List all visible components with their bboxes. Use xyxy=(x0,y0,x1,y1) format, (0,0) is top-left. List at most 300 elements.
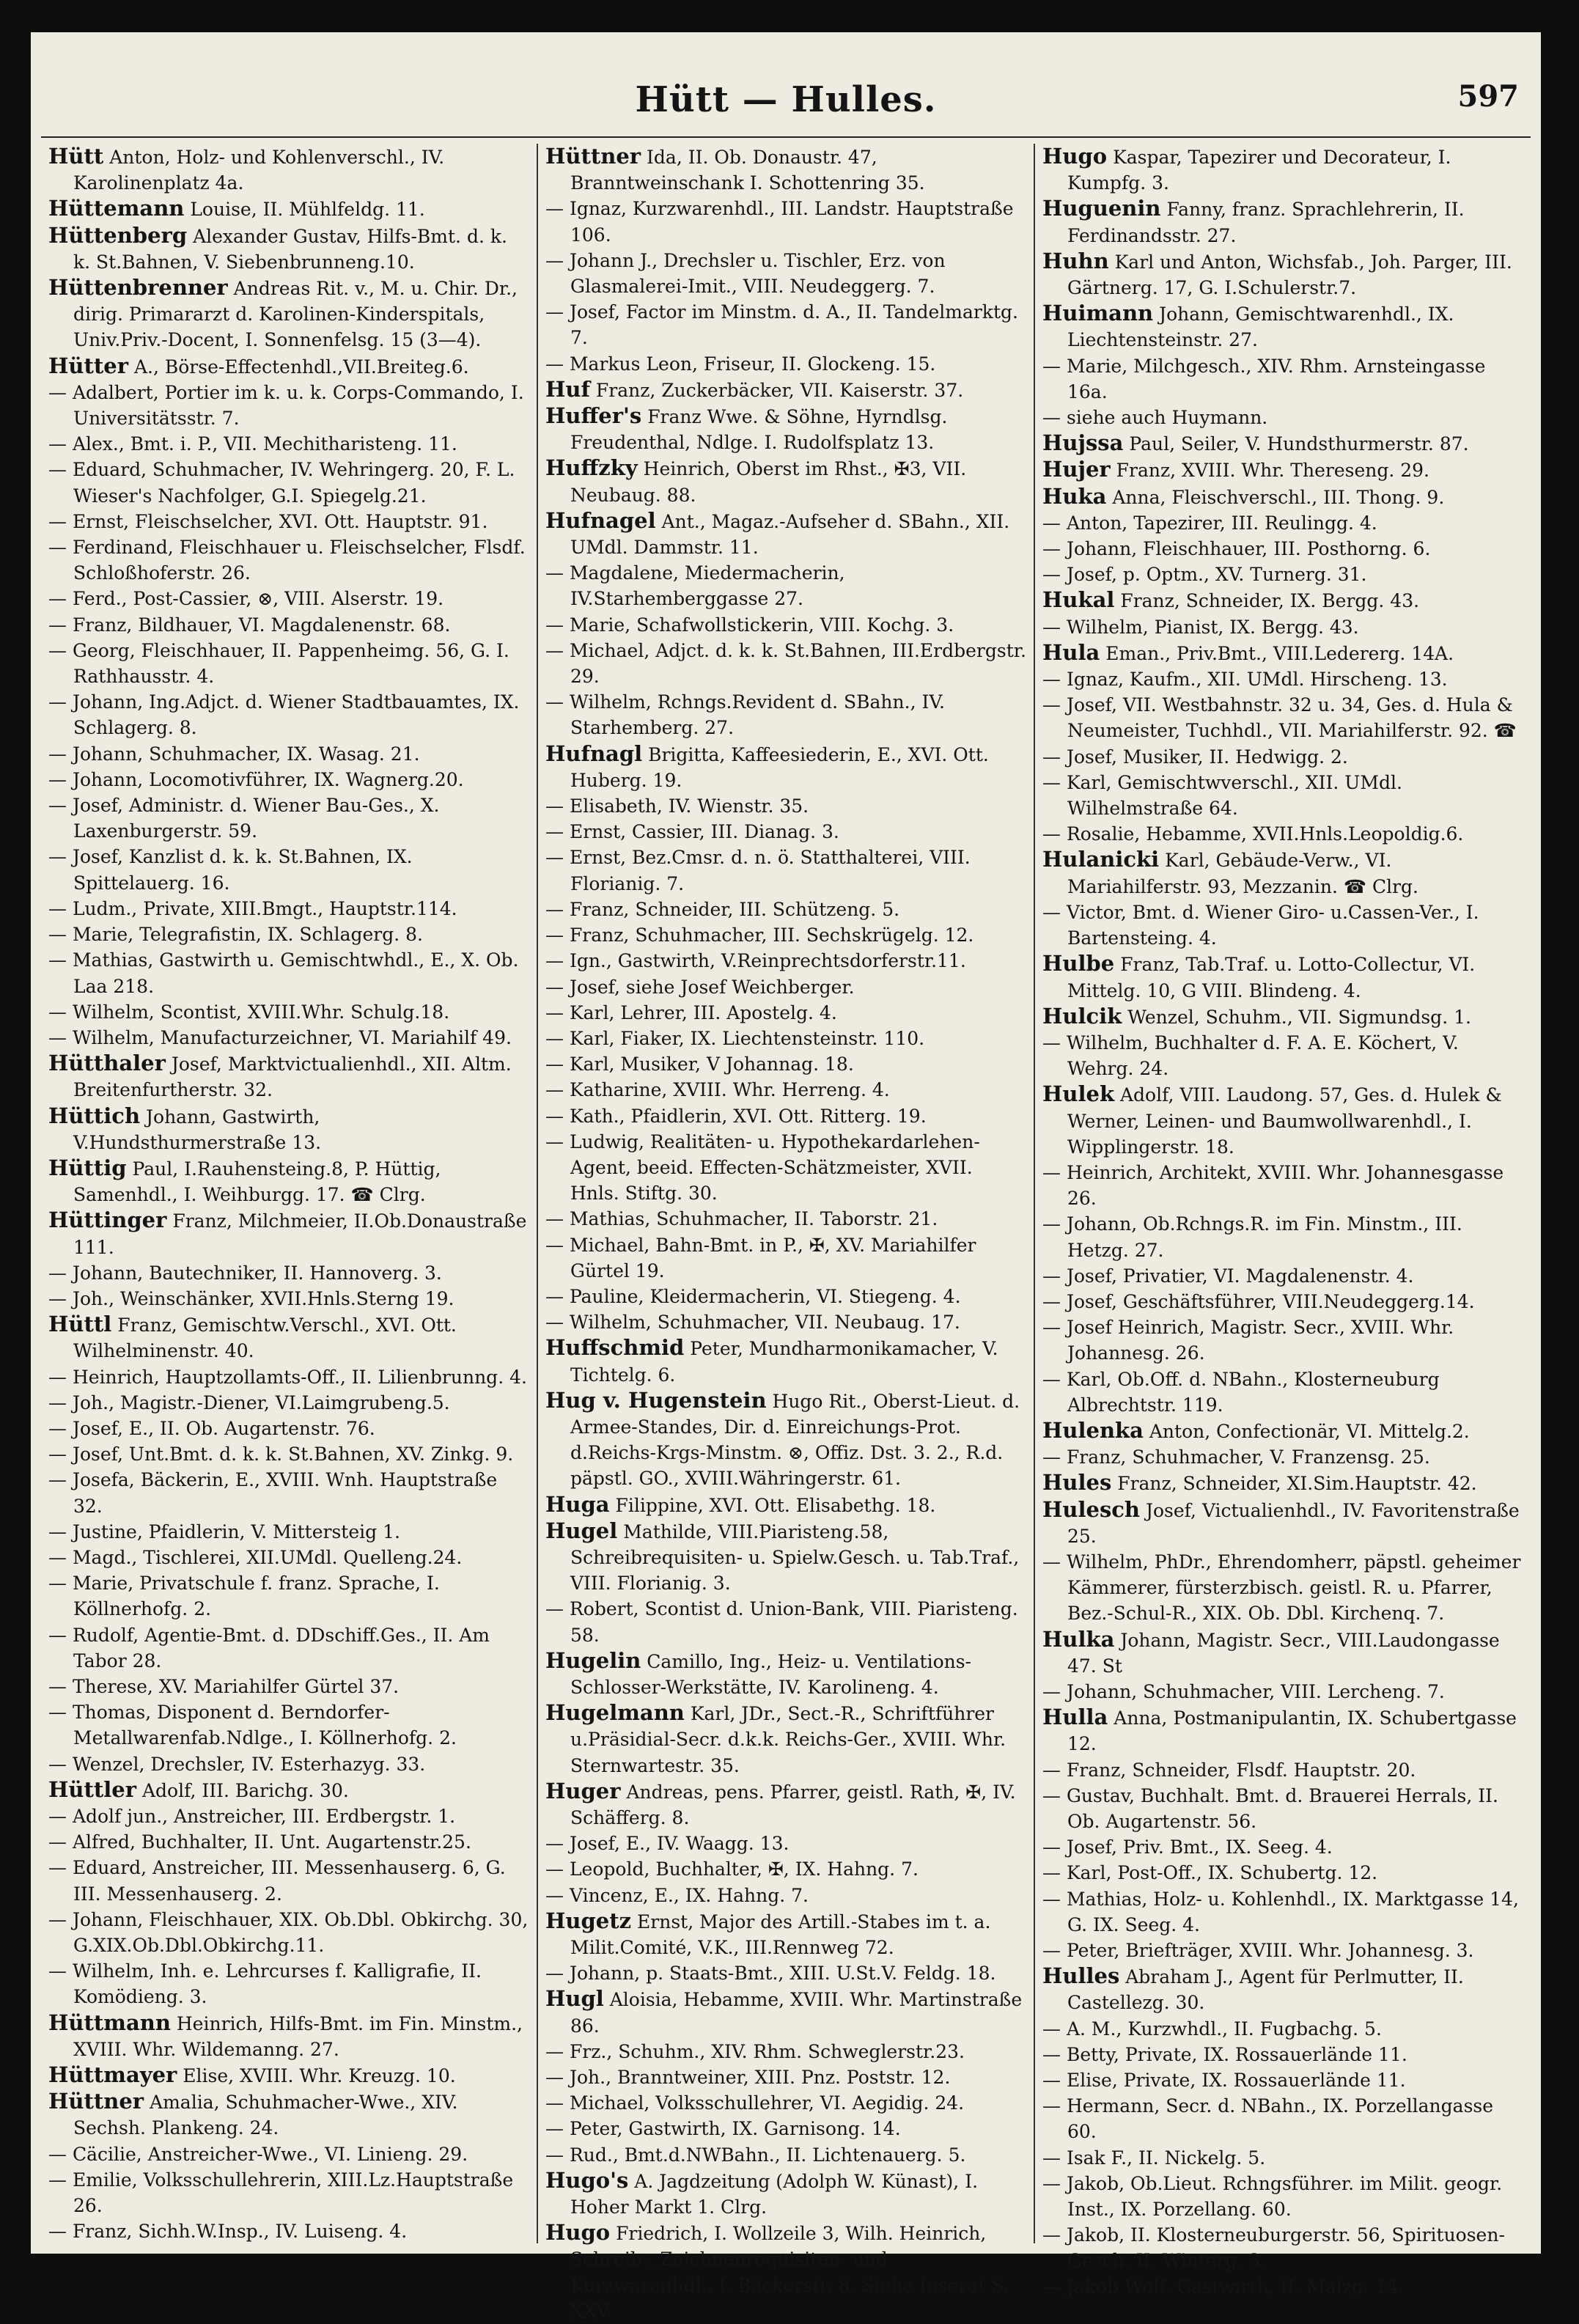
directory-entry xyxy=(545,1335,1026,1387)
entry-details: Johann, Bautechniker, II. Hannoverg. 3. xyxy=(72,1262,442,1284)
entry-dash: — xyxy=(48,1001,73,1023)
entry-details: Amalia, Schuhmacher-Wwe., XIV. Sechsh. Plankeng. 24. xyxy=(73,2092,458,2139)
entry-details: siehe auch Huymann. xyxy=(1066,407,1268,429)
entry-details: Josef, Factor im Minstm. d. A., II. Tandelmarktg. 7. xyxy=(569,301,1018,349)
entry-dash: — xyxy=(545,301,570,323)
entry-details: Alex., Bmt. i. P., VII. Mechitharisteng. 11. xyxy=(72,433,457,455)
entry-dash: — xyxy=(48,639,73,661)
entry-dash: — xyxy=(545,847,570,869)
entry-surname: Hütt xyxy=(48,144,104,169)
directory-entry xyxy=(1042,457,1523,483)
entry-dash: — xyxy=(545,1130,570,1152)
entry-details: Franz, Sichh.W.Insp., IV. Luiseng. 4. xyxy=(72,2221,408,2243)
directory-entry xyxy=(1042,484,1523,510)
entry-details: Jakob Wolf, Gastwirth, II. Malzg. 14. xyxy=(1066,2276,1405,2298)
entry-dash: — xyxy=(545,1884,570,1906)
directory-entry xyxy=(1042,1549,1523,1627)
entry-dash: — xyxy=(1042,1290,1067,1312)
entry-dash: — xyxy=(1042,1265,1067,1287)
entry-details: Gustav, Buchhalt. Bmt. d. Brauerei Herrals, II. Ob. Augartenstr. 56. xyxy=(1066,1784,1498,1832)
entry-surname: Hug v. Hugenstein xyxy=(545,1387,767,1413)
entry-details: Paul, Seiler, V. Hundsthurmerstr. 87. xyxy=(1129,433,1469,455)
entry-details: Magdalene, Miedermacherin, IV.Starhemberggasse 27. xyxy=(569,562,845,610)
entry-dash: — xyxy=(1042,1940,1067,1962)
directory-entry xyxy=(545,2168,1026,2220)
entry-details: Josef, Musiker, II. Hedwigg. 2. xyxy=(1066,746,1348,768)
entry-dash: — xyxy=(1042,616,1067,638)
entry-dash: — xyxy=(1042,1888,1067,1910)
entry-surname: Hütthaler xyxy=(48,1051,166,1076)
directory-entry xyxy=(545,299,1026,350)
directory-entry xyxy=(1042,430,1523,457)
entry-dash: — xyxy=(48,1391,73,1413)
entry-details: Josef, siehe Josef Weichberger. xyxy=(569,976,855,998)
entry-dash: — xyxy=(545,1285,570,1307)
directory-entry xyxy=(48,2141,529,2167)
entry-details: Josef, VII. Westbahnstr. 32 u. 34, Ges. d. Hula & Neumeister, Tuchhdl., VII. Mariahilferstr. 92. ☎ xyxy=(1066,694,1517,742)
entry-surname: Hugelmann xyxy=(545,1700,685,1726)
entry-surname: Hüttmayer xyxy=(48,2062,177,2088)
directory-entry xyxy=(1042,562,1523,587)
entry-dash: — xyxy=(1042,1680,1067,1702)
directory-entry xyxy=(545,2039,1026,2064)
directory-entry xyxy=(48,1416,529,1441)
entry-details: Ign., Gastwirth, V.Reinprechtsdorferstr.11. xyxy=(569,950,966,972)
directory-entry xyxy=(48,844,529,895)
directory-entry xyxy=(545,1596,1026,1647)
entry-details: Johann, Ing.Adjct. d. Wiener Stadtbauamtes, IX. Schlagerg. 8. xyxy=(72,691,520,739)
entry-details: Thomas, Disponent d. Berndorfer-Metallwarenfab.Ndlge., I. Köllnerhofg. 2. xyxy=(72,1702,457,1749)
entry-details: Adolf jun., Anstreicher, III. Erdbergstr. 1. xyxy=(72,1806,456,1827)
directory-entry xyxy=(48,1699,529,1751)
entry-details: Karl, Post-Off., IX. Schubertg. 12. xyxy=(1066,1862,1378,1884)
entry-dash: — xyxy=(1042,538,1067,560)
entry-details: Joh., Weinschänker, XVII.Hnls.Sterng 19. xyxy=(72,1287,454,1309)
directory-entry xyxy=(545,1103,1026,1129)
entry-dash: — xyxy=(1042,2095,1067,2117)
entry-details: Peter, Briefträger, XVIII. Whr. Johannesg. 3. xyxy=(1066,1940,1474,1962)
entry-surname: Huimann xyxy=(1042,301,1154,326)
page-number: 597 xyxy=(1457,79,1519,114)
entry-dash: — xyxy=(1042,2172,1067,2194)
entry-details: Heinrich, Hauptzollamts-Off., II. Lilienbrunng. 4. xyxy=(72,1366,527,1388)
entry-details: Rosalie, Hebamme, XVII.Hnls.Leopoldig.6. xyxy=(1066,823,1464,845)
entry-dash: — xyxy=(48,768,73,790)
entry-details: Heinrich, Oberst im Rhst., ✠3, VII. Neubaug. 88. xyxy=(570,458,967,506)
directory-entry xyxy=(1042,1160,1523,1211)
directory-entry xyxy=(1042,353,1523,405)
directory-entry xyxy=(48,1907,529,1958)
entry-dash: — xyxy=(48,1469,73,1491)
entry-dash: — xyxy=(1042,407,1067,429)
directory-entry xyxy=(545,1026,1026,1051)
entry-dash: — xyxy=(48,1702,73,1724)
entry-dash: — xyxy=(48,588,73,610)
directory-entry xyxy=(1042,1081,1523,1160)
directory-entry xyxy=(545,1000,1026,1026)
directory-entry xyxy=(48,431,529,457)
entry-dash: — xyxy=(48,924,73,946)
entry-details: Josef, E., II. Ob. Augartenstr. 76. xyxy=(72,1417,375,1439)
entry-details: Victor, Bmt. d. Wiener Giro- u.Cassen-Ver., I. Bartensteing. 4. xyxy=(1066,901,1479,949)
entry-details: Franz, Schneider, IX. Bergg. 43. xyxy=(1120,590,1420,612)
directory-entry xyxy=(545,248,1026,299)
directory-entry xyxy=(1042,770,1523,821)
entry-details: Kaspar, Tapezirer und Decorateur, I. Kumpfg. 3. xyxy=(1067,147,1451,194)
entry-details: Johann, Schuhmacher, IX. Wasag. 21. xyxy=(72,743,420,765)
entry-details: Franz, Schneider, III. Schützeng. 5. xyxy=(569,898,900,920)
entry-details: Ferd., Post-Cassier, ⊗, VIII. Alserstr. 19. xyxy=(72,588,444,610)
entry-dash: — xyxy=(1042,355,1067,377)
entry-dash: — xyxy=(48,510,73,532)
entry-details: Johann, Ob.Rchngs.R. im Fin. Minstm., III. Hetzg. 27. xyxy=(1066,1213,1462,1261)
entry-details: Therese, XV. Mariahilfer Gürtel 37. xyxy=(72,1675,400,1697)
entry-details: Eman., Priv.Bmt., VIII.Ledererg. 14A. xyxy=(1105,642,1454,664)
entry-details: Franz, XVIII. Whr. Thereseng. 29. xyxy=(1116,460,1430,482)
entry-dash: — xyxy=(545,924,570,946)
entry-details: Franz, Schuhmacher, V. Franzensg. 25. xyxy=(1066,1446,1430,1468)
entry-dash: — xyxy=(48,459,73,481)
entry-details: Michael, Bahn-Bmt. in P., ✠, XV. Mariahilfer Gürtel 19. xyxy=(569,1234,976,1281)
directory-entry xyxy=(48,1025,529,1051)
directory-entry xyxy=(545,1051,1026,1077)
entry-details: Vincenz, E., IX. Hahng. 7. xyxy=(569,1884,809,1906)
directory-entry xyxy=(1042,1263,1523,1289)
entry-dash: — xyxy=(48,1417,73,1439)
entry-dash: — xyxy=(545,795,570,817)
entry-details: Friedrich, I. Wollzeile 3, Wilh. Heinrich, Schreib-, Zeichnenrequisiten- und Kurzwarenhdl., I. Bäckerstr. 8. Siehe Inserat S. XXV. xyxy=(570,2223,1009,2322)
directory-entry xyxy=(48,2167,529,2218)
entry-details: Wenzel, Drechsler, IV. Esterhazyg. 33. xyxy=(72,1753,426,1775)
directory-entry xyxy=(545,819,1026,845)
entry-details: Franz, Schneider, XI.Sim.Hauptstr. 42. xyxy=(1117,1473,1477,1495)
entry-dash: — xyxy=(1042,2043,1067,2065)
entry-details: Wilhelm, Manufacturzeichner, VI. Mariahilf 49. xyxy=(72,1026,512,1048)
entry-dash: — xyxy=(545,1053,570,1075)
entry-surname: Hulka xyxy=(1042,1626,1115,1652)
entry-dash: — xyxy=(545,1598,570,1620)
directory-entry xyxy=(48,612,529,638)
directory-entry xyxy=(48,767,529,793)
entry-details: Heinrich, Hilfs-Bmt. im Fin. Minstm., XVIII. Whr. Wildemanng. 27. xyxy=(73,2012,523,2060)
entry-details: Marie, Telegrafistin, IX. Schlagerg. 8. xyxy=(72,924,424,946)
directory-entry xyxy=(1042,1938,1523,1963)
entry-dash: — xyxy=(545,1833,570,1855)
entry-details: Karl, Musiker, V Johannag. 18. xyxy=(569,1053,854,1075)
entry-dash: — xyxy=(1042,2276,1067,2298)
entry-details: Wilhelm, PhDr., Ehrendomherr, päpstl. geheimer Kämmerer, fürsterzbisch. geistl. R. u. Pfarrer, Bez.-Schul-R., XIX. Ob. Dbl. Kirchenq. 7. xyxy=(1066,1551,1521,1625)
directory-entry xyxy=(545,1206,1026,1232)
directory-entry xyxy=(48,1103,529,1155)
directory-entry xyxy=(48,2010,529,2062)
entry-surname: Hüttig xyxy=(48,1155,127,1180)
entry-details: Filippine, XVI. Ott. Elisabethg. 18. xyxy=(615,1494,936,1516)
entry-dash: — xyxy=(1042,564,1067,586)
directory-entry xyxy=(545,1908,1026,1960)
directory-entry xyxy=(48,947,529,999)
entry-details: Josef, Marktvictualienhdl., XII. Altm. Breitenfurtherstr. 32. xyxy=(73,1053,512,1101)
entry-details: Peter, Mundharmonikamacher, V. Tichtelg. 6. xyxy=(570,1338,998,1386)
entry-details: Wilhelm, Inh. e. Lehrcurses f. Kalligrafie, II. Komödieng. 3. xyxy=(72,1960,482,2008)
entry-surname: Hüttich xyxy=(48,1103,141,1128)
directory-entry xyxy=(545,455,1026,507)
directory-entry xyxy=(545,1883,1026,1908)
entry-details: Hugo Rit., Oberst-Lieut. d. Armee-Standes, Dir. d. Einreichungs-Prot. d.Reichs-Krgs-Minstm. ⊗, Offiz. Dst. 3. 2., R.d. päpstl. GO., XVIII.Währingerstr. 61. xyxy=(570,1390,1020,1490)
directory-entry xyxy=(1042,1367,1523,1418)
entry-dash: — xyxy=(48,381,73,403)
entry-details: Adalbert, Portier im k. u. k. Corps-Commando, I. Universitätsstr. 7. xyxy=(72,381,524,430)
entry-details: Ida, II. Ob. Donaustr. 47, Branntweinschank I. Schottenring 35. xyxy=(570,147,925,194)
entry-details: A., Börse-Effectenhdl.,VII.Breiteg.6. xyxy=(133,356,469,378)
directory-entry xyxy=(1042,821,1523,847)
entry-dash: — xyxy=(1042,694,1067,716)
entry-details: Isak F., II. Nickelg. 5. xyxy=(1066,2147,1266,2169)
entry-details: Ernst, Bez.Cmsr. d. n. ö. Statthalterei, VIII. Florianig. 7. xyxy=(569,847,971,894)
entry-details: Johann, p. Staats-Bmt., XIII. U.St.V. Feldg. 18. xyxy=(569,1963,996,1985)
entry-surname: Hüttenbrenner xyxy=(48,275,228,301)
entry-dash: — xyxy=(1042,1551,1067,1573)
directory-entry xyxy=(48,457,529,508)
directory-entry xyxy=(1042,2222,1523,2273)
directory-entry xyxy=(1042,196,1523,248)
entry-dash: — xyxy=(545,821,570,843)
entry-details: Markus Leon, Friseur, II. Glockeng. 15. xyxy=(569,353,936,375)
entry-details: Katharine, XVIII. Whr. Herreng. 4. xyxy=(569,1079,890,1101)
directory-entry xyxy=(545,1232,1026,1284)
directory-entry xyxy=(48,380,529,431)
entry-details: Josef, E., IV. Waagg. 13. xyxy=(569,1833,790,1855)
directory-entry xyxy=(48,223,529,275)
directory-entry xyxy=(1042,1470,1523,1496)
entry-details: Adolf, VIII. Laudong. 57, Ges. d. Hulek & Werner, Leinen- und Baumwollwarenhdl., I. Wipplingerstr. 18. xyxy=(1067,1084,1502,1158)
entry-details: Cäcilie, Anstreicher-Wwe., VI. Linieng. 29. xyxy=(72,2143,468,2165)
directory-entry xyxy=(1042,666,1523,692)
entry-surname: Hulenka xyxy=(1042,1417,1144,1443)
entry-details: Betty, Private, IX. Rossauerlände 11. xyxy=(1066,2043,1407,2065)
entry-surname: Huffer's xyxy=(545,403,642,429)
entry-details: Joh., Branntweiner, XIII. Pnz. Poststr. 12. xyxy=(569,2067,951,2089)
directory-entry xyxy=(48,1674,529,1699)
entry-dash: — xyxy=(1042,2224,1067,2246)
directory-entry xyxy=(545,1700,1026,1779)
directory-entry xyxy=(1042,1834,1523,1860)
directory-entry xyxy=(1042,744,1523,770)
directory-entry xyxy=(48,353,529,380)
directory-entry xyxy=(48,2062,529,2089)
entry-surname: Hüttler xyxy=(48,1776,137,1802)
directory-entry xyxy=(1042,2093,1523,2144)
entry-dash: — xyxy=(48,1753,73,1775)
entry-details: Ferdinand, Fleischhauer u. Fleischselcher, Flsdf. Schloßhoferstr. 26. xyxy=(72,537,526,584)
entry-dash: — xyxy=(1042,1213,1067,1235)
directory-entry xyxy=(1042,2274,1523,2300)
entry-details: Josef, Privatier, VI. Magdalenenstr. 4. xyxy=(1066,1265,1414,1287)
entry-details: Eduard, Anstreicher, III. Messenhauserg. 6, G. III. Messenhauserg. 2. xyxy=(72,1857,506,1905)
entry-dash: — xyxy=(545,1312,570,1334)
entry-dash: — xyxy=(1042,1862,1067,1884)
entry-dash: — xyxy=(545,691,570,713)
directory-entry xyxy=(545,2064,1026,2090)
entry-surname: Hugelin xyxy=(545,1647,641,1673)
header-rule xyxy=(41,136,1531,138)
directory-entry xyxy=(1042,2171,1523,2222)
directory-entry xyxy=(48,1312,529,1364)
entry-surname: Hulanicki xyxy=(1042,847,1160,872)
directory-entry xyxy=(48,1570,529,1622)
directory-entry xyxy=(48,1803,529,1829)
directory-entry xyxy=(545,144,1026,196)
directory-entry xyxy=(545,377,1026,403)
directory-entry xyxy=(545,1309,1026,1335)
entry-details: Franz, Schuhmacher, III. Sechskrügelg. 12. xyxy=(569,924,974,946)
directory-entry xyxy=(1042,640,1523,666)
directory-entry xyxy=(48,2089,529,2141)
entry-details: Andreas, pens. Pfarrer, geistl. Rath, ✠, IV. Schäfferg. 8. xyxy=(570,1781,1016,1828)
entry-surname: Huhn xyxy=(1042,248,1109,273)
entry-details: Josef, Priv. Bmt., IX. Seeg. 4. xyxy=(1066,1836,1333,1858)
entry-dash: — xyxy=(1042,2018,1067,2040)
directory-entry xyxy=(1042,692,1523,743)
directory-entry xyxy=(545,196,1026,247)
entry-dash: — xyxy=(48,1287,73,1309)
entry-details: Ant., Magaz.-Aufseher d. SBahn., XII. UMdl. Dammstr. 11. xyxy=(570,510,1010,559)
entry-details: Wilhelm, Scontist, XVIII.Whr. Schulg.18. xyxy=(72,1001,450,1023)
directory-entry xyxy=(48,1260,529,1286)
directory-entry xyxy=(545,741,1026,793)
entry-details: Magd., Tischlerei, XII.UMdl. Quelleng.24. xyxy=(72,1546,463,1568)
entry-details: Marie, Schafwollstickerin, VIII. Kochg. 3. xyxy=(569,614,954,636)
directory-entry xyxy=(545,689,1026,740)
entry-surname: Hüttenberg xyxy=(48,222,188,248)
entry-details: Johann, Locomotivführer, IX. Wagnerg.20. xyxy=(72,768,464,790)
entry-dash: — xyxy=(545,2118,570,2140)
entry-details: Ludwig, Realitäten- u. Hypothekardarlehen-Agent, beeid. Effecten-Schätzmeister, XVII. Hnls. Stiftg. 30. xyxy=(569,1130,980,1205)
entry-dash: — xyxy=(1042,1446,1067,1468)
entry-surname: Hugl xyxy=(545,1986,604,2012)
entry-dash: — xyxy=(48,1573,73,1595)
directory-entry xyxy=(545,560,1026,611)
entry-dash: — xyxy=(545,1001,570,1023)
entry-dash: — xyxy=(48,1806,73,1827)
directory-entry xyxy=(1042,2016,1523,2042)
entry-details: Josef, Unt.Bmt. d. k. k. St.Bahnen, XV. Zinkg. 9. xyxy=(72,1444,514,1466)
entry-details: Brigitta, Kaffeesiederin, E., XVI. Ott. Huberg. 19. xyxy=(570,743,989,791)
directory-entry xyxy=(545,1648,1026,1700)
entry-dash: — xyxy=(1042,823,1067,845)
entry-details: Mathilde, VIII.Piaristeng.58, Schreibrequisiten- u. Spielw.Gesch. u. Tab.Traf., VIII. Florianig. 3. xyxy=(570,1520,1020,1595)
directory-entry xyxy=(48,1155,529,1207)
directory-entry xyxy=(545,1284,1026,1309)
entry-details: Wilhelm, Rchngs.Revident d. SBahn., IV. Starhemberg. 27. xyxy=(569,691,945,739)
directory-entry xyxy=(1042,847,1523,899)
entry-dash: — xyxy=(1042,746,1067,768)
entry-details: Franz, Gemischtw.Verschl., XVI. Ott. Wilhelminenstr. 40. xyxy=(73,1314,457,1362)
entry-dash: — xyxy=(48,614,73,636)
directory-entry xyxy=(1042,1444,1523,1470)
directory-entry xyxy=(1042,1314,1523,1366)
directory-entry xyxy=(545,1960,1026,1986)
directory-entry xyxy=(545,1856,1026,1882)
entry-details: Franz, Schneider, Flsdf. Hauptstr. 20. xyxy=(1066,1759,1416,1781)
entry-details: Wilhelm, Buchhalter d. F. A. E. Köchert, V. Wehrg. 24. xyxy=(1066,1032,1459,1080)
entry-details: Robert, Scontist d. Union-Bank, VIII. Piaristeng. 58. xyxy=(569,1598,1018,1646)
directory-entry xyxy=(545,403,1026,455)
entry-dash: — xyxy=(48,1026,73,1048)
entry-details: Heinrich, Architekt, XVIII. Whr. Johannesgasse 26. xyxy=(1066,1161,1504,1210)
entry-dash: — xyxy=(1042,1161,1067,1183)
directory-entry xyxy=(48,1441,529,1467)
entry-details: Josefa, Bäckerin, E., XVIII. Wnh. Hauptstraße 32. xyxy=(72,1469,498,1517)
directory-entry xyxy=(1042,249,1523,301)
entry-dash: — xyxy=(545,2092,570,2114)
entry-details: Mathias, Schuhmacher, II. Taborstr. 21. xyxy=(569,1208,938,1230)
entry-surname: Huffzky xyxy=(545,455,638,481)
directory-entry xyxy=(48,196,529,222)
entry-dash: — xyxy=(545,1208,570,1230)
directory-entry xyxy=(545,638,1026,689)
entry-details: Elise, Private, IX. Rossauerlände 11. xyxy=(1066,2070,1406,2092)
entry-details: Johann, Magistr. Secr., VIII.Laudongasse 47. St xyxy=(1067,1629,1500,1677)
entry-details: Franz Wwe. & Söhne, Hyrndlsg. Freudenthal, Ndlge. I. Rudolfsplatz 13. xyxy=(570,406,948,454)
entry-dash: — xyxy=(48,1960,73,1982)
directory-entry xyxy=(545,1077,1026,1103)
entry-surname: Huka xyxy=(1042,483,1107,509)
entry-details: Josef, Victualienhdl., IV. Favoritenstraße 25. xyxy=(1067,1499,1520,1547)
entry-dash: — xyxy=(545,639,570,661)
entry-dash: — xyxy=(48,1262,73,1284)
directory-entry xyxy=(545,1518,1026,1597)
entry-dash: — xyxy=(48,1675,73,1697)
entry-details: Franz, Milchmeier, II.Ob.Donaustraße 111. xyxy=(73,1210,527,1258)
entry-details: Aloisia, Hebamme, XVIII. Whr. Martinstraße 86. xyxy=(570,1989,1023,2037)
entry-details: Emilie, Volksschullehrerin, XIII.Lz.Hauptstraße 26. xyxy=(72,2169,514,2217)
entry-dash: — xyxy=(48,1624,73,1646)
entry-dash: — xyxy=(48,949,73,971)
directory-entry xyxy=(48,896,529,922)
entry-surname: Hujssa xyxy=(1042,430,1124,456)
entry-details: Karl, Gebäude-Verw., VI. Mariahilferstr. 93, Mezzanin. ☎ Clrg. xyxy=(1067,850,1418,897)
entry-dash: — xyxy=(48,1444,73,1466)
directory-entry xyxy=(545,974,1026,1000)
directory-entry xyxy=(545,1831,1026,1856)
directory-entry xyxy=(1042,587,1523,614)
directory-entry xyxy=(1042,2145,1523,2171)
directory-entry xyxy=(1042,1679,1523,1705)
entry-dash: — xyxy=(48,1366,73,1388)
entry-dash: — xyxy=(48,1831,73,1853)
entry-dash: — xyxy=(48,2169,73,2191)
entry-dash: — xyxy=(48,691,73,713)
directory-entry xyxy=(545,2090,1026,2116)
directory-entry xyxy=(1042,1783,1523,1834)
entry-surname: Hugel xyxy=(545,1518,618,1543)
entry-details: Josef, p. Optm., XV. Turnerg. 31. xyxy=(1066,564,1367,586)
entry-dash: — xyxy=(48,433,73,455)
entry-dash: — xyxy=(545,2040,570,2062)
entry-details: Karl, Lehrer, III. Apostelg. 4. xyxy=(569,1001,837,1023)
entry-dash: — xyxy=(1042,1784,1067,1806)
entry-details: Franz, Zuckerbäcker, VII. Kaiserstr. 37. xyxy=(595,379,964,401)
entry-surname: Hujer xyxy=(1042,457,1111,482)
entry-dash: — xyxy=(48,1857,73,1879)
entry-surname: Hugo xyxy=(1042,144,1108,169)
entry-details: Ernst, Fleischselcher, XVI. Ott. Hauptstr. 91. xyxy=(72,510,488,532)
entry-dash: — xyxy=(545,249,570,271)
entry-details: Wilhelm, Pianist, IX. Bergg. 43. xyxy=(1066,616,1359,638)
directory-entry xyxy=(48,1051,529,1103)
directory-entry xyxy=(48,1390,529,1416)
entry-details: Karl, Gemischtwverschl., XII. UMdl. Wilhelmstraße 64. xyxy=(1066,771,1402,820)
